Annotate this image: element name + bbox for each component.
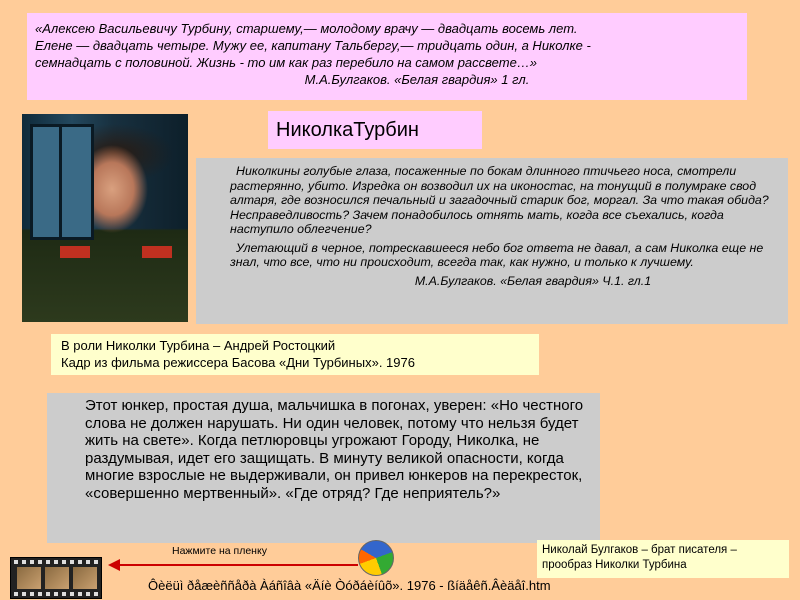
photo-right-epaulette bbox=[142, 246, 172, 258]
novel-quote-attribution: М.А.Булгаков. «Белая гвардия» Ч.1. гл.1 bbox=[414, 273, 652, 288]
role-caption-line-1: В роли Николки Турбина – Андрей Ростоцкий bbox=[61, 338, 336, 353]
film-holes-bottom bbox=[14, 592, 98, 596]
epigraph-line-3: семнадцать с половиной. Жизнь - то им как раз перебило на самом рассвете…» bbox=[35, 55, 538, 70]
page-title: НиколкаТурбин bbox=[268, 111, 482, 149]
cadet-description-box bbox=[47, 393, 600, 543]
film-frame-2 bbox=[45, 567, 69, 589]
film-holes-top bbox=[14, 560, 98, 564]
novel-quote-paragraph-2: Улетающий в черное, потрескавшееся небо бог ответа не давал, а сам Николка еще не знал, что все, что ни происходит, всегда так, как нужно, и только к лучшему. bbox=[230, 240, 764, 269]
role-caption-box bbox=[51, 334, 539, 375]
brother-caption-box bbox=[537, 540, 789, 578]
brother-caption-line-1: Николай Булгаков – брат писателя – bbox=[542, 544, 737, 556]
film-hint-text: Нажмите на пленку bbox=[172, 545, 267, 557]
film-frame-3 bbox=[73, 567, 97, 589]
cadet-description-text: Этот юнкер, простая душа, мальчишка в погонах, уверен: «Но честного слова не должен нарушать. Ни один человек, потому что нельзя будет жить на свете». Когда петлюровцы угрожают Городу, Николка, не раздумывая, идет его защищать. В минуту великой опасности, когда многие взрослые не выдерживали, он привел юнкеров на перекресток, «совершенно мертвенный». «Где отряд? Где неприятель?» bbox=[85, 397, 584, 502]
novel-quote-paragraph-1: Николкины голубые глаза, посаженные по бокам длинного птичьего носа, смотрели растерянно, убито. Изредка он возводил их на иконостас, на тонущий в полумраке свод алтаря, где возносился печальный и загадочный старик бог, моргал. За что такая обида? Несправедливость? Зачем понадобилось отнять мать, когда все съехались, когда наступило облегчение? bbox=[230, 164, 769, 236]
epigraph-attribution: М.А.Булгаков. «Белая гвардия» 1 гл. bbox=[304, 72, 530, 87]
film-frame-1 bbox=[17, 567, 41, 589]
arrow-line bbox=[118, 564, 358, 566]
nikolka-turbin-photo bbox=[22, 114, 188, 322]
epigraph-line-2: Елене — двадцать четыре. Мужу ее, капитану Тальбергу,— тридцать один, а Николке - bbox=[35, 38, 591, 53]
globe-icon[interactable] bbox=[358, 540, 394, 576]
epigraph-line-1: «Алексею Васильевичу Турбину, старшему,— молодому врачу — двадцать восемь лет. bbox=[35, 21, 578, 36]
photo-left-epaulette bbox=[60, 246, 90, 258]
filmstrip-link[interactable] bbox=[10, 557, 102, 599]
epigraph-quote-box bbox=[27, 13, 747, 100]
photo-window-background bbox=[30, 124, 94, 240]
novel-quote-box bbox=[196, 158, 788, 324]
film-page-link[interactable]: Ôèëüì ðåæèññåðà Àáñîâà «Äíè Òóðáèíûõ». 1976 - ßíäåêñ.Âèäåî.htm bbox=[148, 578, 551, 593]
role-caption-line-2: Кадр из фильма режиссера Басова «Дни Турбиных». 1976 bbox=[61, 355, 415, 370]
brother-caption-line-2: прообраз Николки Турбина bbox=[542, 559, 687, 571]
